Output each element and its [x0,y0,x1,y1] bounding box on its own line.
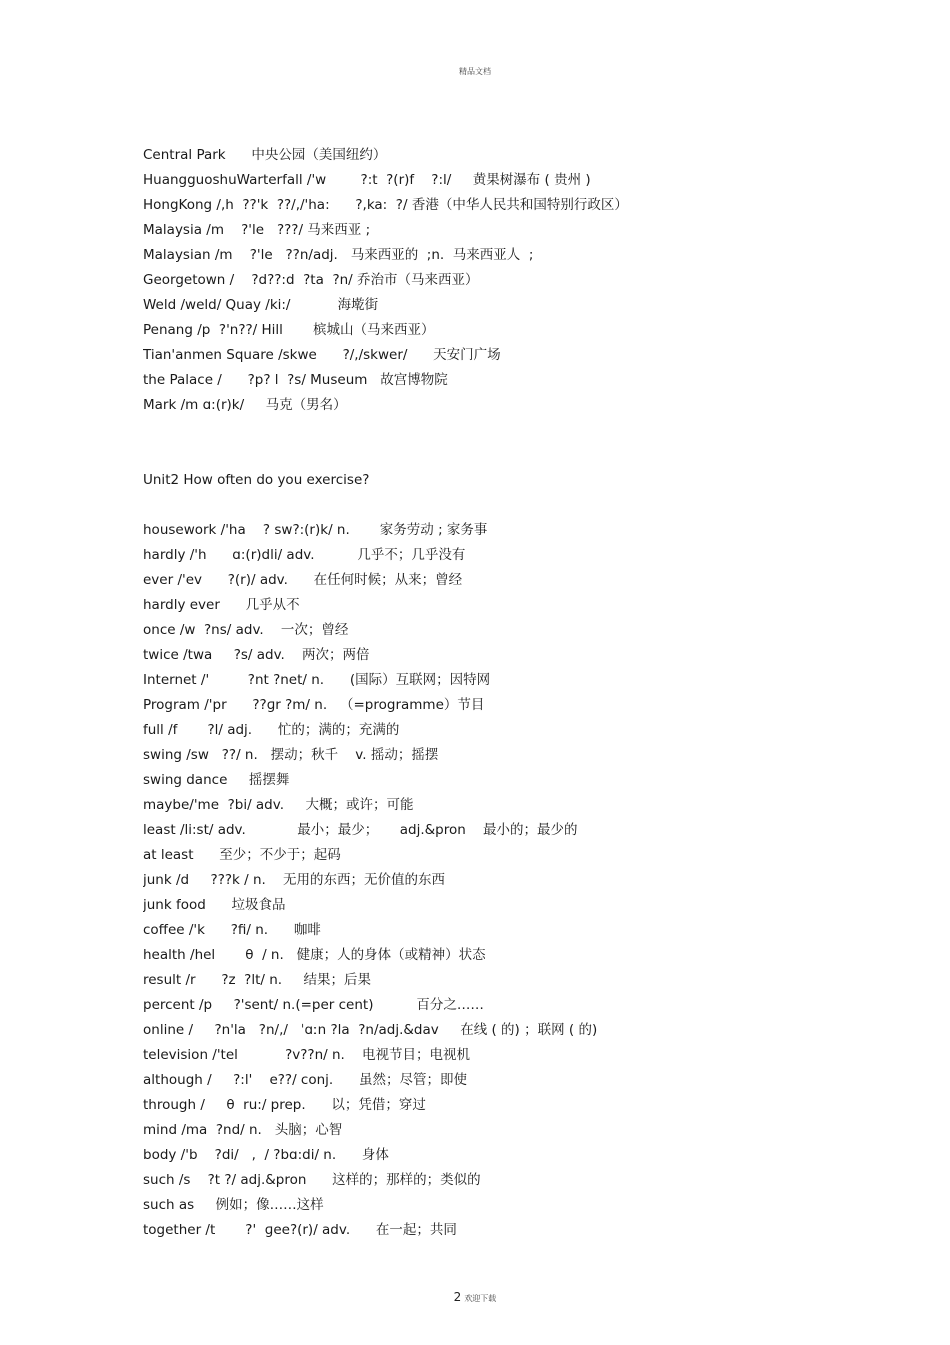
vocab-entry: HongKong /,h ??'k ??/,/'ha: ?,ka: ?/ 香港（中华人民共和国特别行政区） [143,197,628,213]
vocab-entry: Internet /' ?nt ?net/ n. (国际）互联网；因特网 [143,672,491,688]
vocab-entry: Mark /m ɑ:(r)k/ 马克（男名） [143,397,347,413]
vocab-entry: ever /'ev ?(r)/ adv. 在任何时候；从来；曾经 [143,572,463,588]
vocab-entry: housework /'ha ? sw?:(r)k/ n. 家务劳动 ; 家务事 [143,522,488,538]
vocab-entry: at least 至少；不少于；起码 [143,847,341,863]
spacer [143,418,863,468]
vocab-entry: body /'b ?di/ , / ?bɑ:di/ n. 身体 [143,1147,389,1163]
vocab-entry: Tian'anmen Square /skwe ?/,/skwer/ 天安门广场 [143,347,501,363]
vocab-entry: once /w ?ns/ adv. 一次；曾经 [143,622,349,638]
vocab-entry: health /hel θ / n. 健康；人的身体（或精神）状态 [143,947,486,963]
vocab-entry: such /s ?t ?/ adj.&pron 这样的；那样的；类似的 [143,1172,481,1188]
footer-text: 欢迎下载 [464,1294,497,1303]
vocab-entry: Program /'pr ??ɡr ?m/ n. （=programme）节目 [143,697,485,713]
vocab-entry: television /'tel ?v??n/ n. 电视节目；电视机 [143,1047,470,1063]
vocab-entry: junk /d ???k / n. 无用的东西；无价值的东西 [143,872,446,888]
vocab-entry: mind /ma ?nd/ n. 头脑；心智 [143,1122,343,1138]
vocab-entry: online / ?n'la ?n/,/ ˈɑːn ?la ?n/adj.&dav 在线 ( 的) ；联网 ( 的) [143,1022,598,1038]
page-number: 2 [453,1290,462,1304]
vocab-entry: least /li:st/ adv. 最小；最少； adj.&pron 最小的；最少的 [143,822,578,838]
page-header: 精品文档 [459,67,491,76]
vocab-entry: result /r ?z ?lt/ n. 结果；后果 [143,972,372,988]
vocab-entry: swing dance 摇摆舞 [143,772,290,788]
vocab-entry: percent /p ?'sent/ n.(=per cent) 百分之…… [143,997,484,1013]
vocab-entry: HuangguoshuWarterfall /'w ?:t ?(r)f ?:l/ 黄果树瀑布 ( 贵州 ) [143,172,591,188]
vocab-entry: full /f ?l/ adj. 忙的；满的；充满的 [143,722,400,738]
vocab-entry: Georgetown / ?d??:d ?ta ?n/ 乔治市（马来西亚） [143,272,479,288]
unit-title: Unit2 How often do you exercise? [143,472,370,488]
vocab-list-unit2 [143,518,863,1243]
vocab-entry: maybe/'me ?bi/ adv. 大概；或许；可能 [143,797,414,813]
vocab-entry: swing /sw ??/ n. 摆动；秋千 v. 摇动；摇摆 [143,747,439,763]
spacer [143,493,863,518]
vocab-entry: such as 例如；像……这样 [143,1197,324,1213]
vocab-entry: Penang /p ?'n??/ Hill 槟城山（马来西亚） [143,322,435,338]
vocab-entry: junk food 垃圾食品 [143,897,286,913]
vocab-entry: Central Park 中央公园（美国纽约） [143,147,387,163]
document-body [143,143,863,1243]
vocab-entry: hardly ever 几乎从不 [143,597,300,613]
vocab-entry: Weld /weld/ Quay /ki:/ 海墘街 [143,297,379,313]
vocab-entry: hardly /'h ɑ:(r)dli/ adv. 几乎不；几乎没有 [143,547,466,563]
vocab-entry: the Palace / ?p? l ?s/ Museum 故宫博物院 [143,372,448,388]
vocab-entry: Malaysia /m ?'le ???/ 马来西亚 ; [143,222,371,238]
vocab-list-section1 [143,143,863,418]
vocab-entry: twice /twa ?s/ adv. 两次；两倍 [143,647,370,663]
vocab-entry: although / ?:l' e??/ conj. 虽然；尽管；即使 [143,1072,467,1088]
vocab-entry: together /t ?' ɡee?(r)/ adv. 在一起；共同 [143,1222,457,1238]
vocab-entry: through / θ ru:/ prep. 以；凭借；穿过 [143,1097,426,1113]
vocab-entry: Malaysian /m ?'le ??n/adj. 马来西亚的 ;n. 马来西亚人 ; [143,247,534,263]
page-footer [0,1290,950,1304]
vocab-entry: coffee /'k ?fi/ n. 咖啡 [143,922,321,938]
